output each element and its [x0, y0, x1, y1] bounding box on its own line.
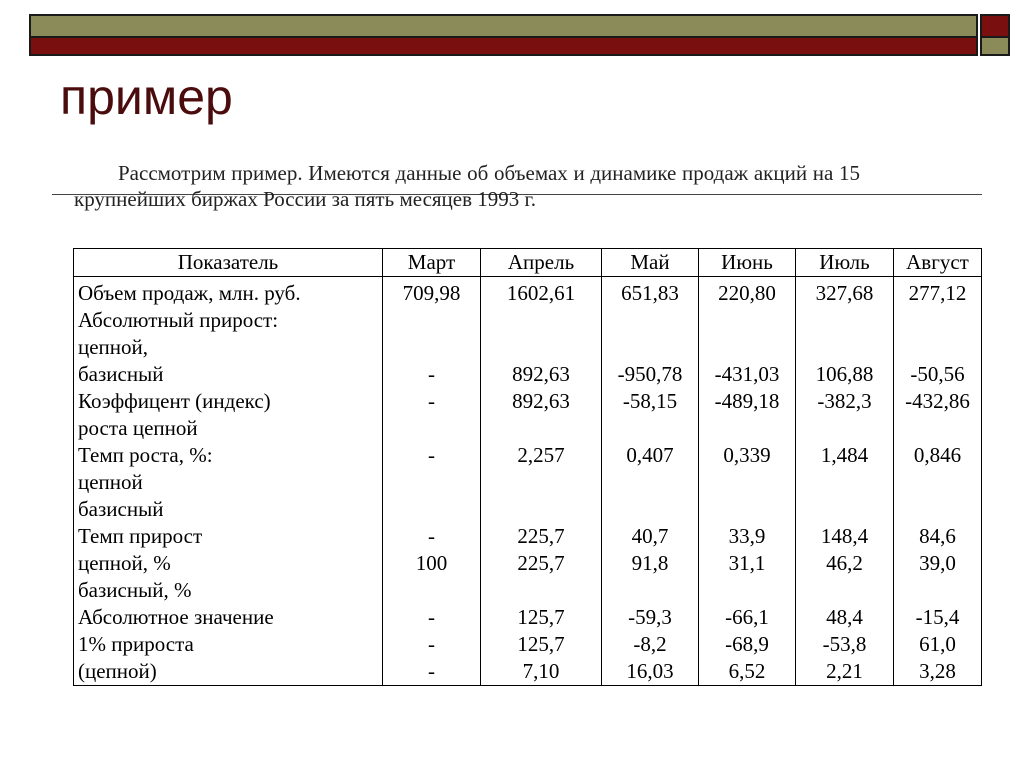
- value-cell: 40,7: [602, 523, 699, 550]
- header-decor-bar: [29, 14, 978, 56]
- value-cell: 277,12: [894, 277, 982, 308]
- value-cell: [383, 577, 481, 604]
- value-cell: [894, 415, 982, 442]
- value-cell: [796, 307, 894, 334]
- value-cell: [796, 577, 894, 604]
- value-cell: -: [383, 442, 481, 469]
- value-cell: [602, 496, 699, 523]
- value-cell: -50,56: [894, 361, 982, 388]
- table-row: [74, 277, 982, 308]
- value-cell: [699, 415, 796, 442]
- value-cell: 1,484: [796, 442, 894, 469]
- value-cell: [796, 469, 894, 496]
- value-cell: -58,15: [602, 388, 699, 415]
- header-cell: Август: [894, 249, 982, 277]
- value-cell: 125,7: [481, 631, 602, 658]
- value-cell: -15,4: [894, 604, 982, 631]
- value-cell: [602, 577, 699, 604]
- value-cell: [481, 334, 602, 361]
- row-label-cell: базисный, %: [74, 577, 383, 604]
- header-cell: Май: [602, 249, 699, 277]
- value-cell: -53,8: [796, 631, 894, 658]
- table-row: [74, 388, 982, 415]
- value-cell: 0,407: [602, 442, 699, 469]
- table-row: [74, 631, 982, 658]
- value-cell: -431,03: [699, 361, 796, 388]
- value-cell: 0,339: [699, 442, 796, 469]
- value-cell: -950,78: [602, 361, 699, 388]
- row-label-cell: 1% прироста: [74, 631, 383, 658]
- value-cell: [481, 307, 602, 334]
- value-cell: [383, 334, 481, 361]
- value-cell: 651,83: [602, 277, 699, 308]
- value-cell: -59,3: [602, 604, 699, 631]
- value-cell: 2,21: [796, 658, 894, 686]
- value-cell: 220,80: [699, 277, 796, 308]
- row-label-cell: роста цепной: [74, 415, 383, 442]
- header-cell: Показатель: [74, 249, 383, 277]
- value-cell: [383, 307, 481, 334]
- value-cell: 892,63: [481, 388, 602, 415]
- table-row: [74, 658, 982, 686]
- header-decor-end-block: [980, 14, 1010, 56]
- table-row: [74, 604, 982, 631]
- header-cell: Июнь: [699, 249, 796, 277]
- value-cell: [383, 469, 481, 496]
- header-cell: Март: [383, 249, 481, 277]
- value-cell: 84,6: [894, 523, 982, 550]
- slide-title: пример: [60, 69, 233, 125]
- table-row: [74, 361, 982, 388]
- row-label-cell: Коэффицент (индекс): [74, 388, 383, 415]
- value-cell: 709,98: [383, 277, 481, 308]
- row-label-cell: базисный: [74, 496, 383, 523]
- value-cell: 2,257: [481, 442, 602, 469]
- value-cell: -: [383, 658, 481, 686]
- value-cell: [602, 334, 699, 361]
- value-cell: 61,0: [894, 631, 982, 658]
- value-cell: 46,2: [796, 550, 894, 577]
- row-label-cell: цепной,: [74, 334, 383, 361]
- value-cell: 16,03: [602, 658, 699, 686]
- value-cell: [894, 307, 982, 334]
- value-cell: 48,4: [796, 604, 894, 631]
- value-cell: 0,846: [894, 442, 982, 469]
- value-cell: -: [383, 604, 481, 631]
- table-row: [74, 550, 982, 577]
- table-row: [74, 334, 982, 361]
- value-cell: 7,10: [481, 658, 602, 686]
- table-row: [74, 469, 982, 496]
- value-cell: 33,9: [699, 523, 796, 550]
- table-row: [74, 442, 982, 469]
- value-cell: 106,88: [796, 361, 894, 388]
- table-header-row: [74, 249, 982, 277]
- table-row: [74, 307, 982, 334]
- value-cell: 225,7: [481, 550, 602, 577]
- value-cell: [481, 496, 602, 523]
- value-cell: [894, 334, 982, 361]
- value-cell: [602, 307, 699, 334]
- table-row: [74, 496, 982, 523]
- value-cell: 31,1: [699, 550, 796, 577]
- value-cell: [383, 415, 481, 442]
- value-cell: 1602,61: [481, 277, 602, 308]
- value-cell: [699, 577, 796, 604]
- value-cell: -432,86: [894, 388, 982, 415]
- value-cell: [481, 469, 602, 496]
- value-cell: 225,7: [481, 523, 602, 550]
- value-cell: 3,28: [894, 658, 982, 686]
- row-label-cell: базисный: [74, 361, 383, 388]
- value-cell: [894, 469, 982, 496]
- table-row: [74, 415, 982, 442]
- value-cell: [699, 334, 796, 361]
- value-cell: [602, 469, 699, 496]
- value-cell: 6,52: [699, 658, 796, 686]
- row-label-cell: Абсолютное значение: [74, 604, 383, 631]
- table-row: [74, 577, 982, 604]
- value-cell: -: [383, 631, 481, 658]
- value-cell: -489,18: [699, 388, 796, 415]
- value-cell: 125,7: [481, 604, 602, 631]
- row-label-cell: Темп роста, %:: [74, 442, 383, 469]
- value-cell: [796, 415, 894, 442]
- value-cell: -382,3: [796, 388, 894, 415]
- value-cell: [796, 496, 894, 523]
- value-cell: -: [383, 361, 481, 388]
- header-cell: Июль: [796, 249, 894, 277]
- row-label-cell: Объем продаж, млн. руб.: [74, 277, 383, 308]
- value-cell: [699, 496, 796, 523]
- value-cell: [481, 577, 602, 604]
- value-cell: [894, 577, 982, 604]
- header-cell: Апрель: [481, 249, 602, 277]
- row-label-cell: Темп прирост: [74, 523, 383, 550]
- sales-table: [73, 248, 982, 686]
- value-cell: -68,9: [699, 631, 796, 658]
- value-cell: -66,1: [699, 604, 796, 631]
- value-cell: [383, 496, 481, 523]
- value-cell: [602, 415, 699, 442]
- row-label-cell: цепной, %: [74, 550, 383, 577]
- intro-paragraph: Рассмотрим пример. Имеются данные об объемах и динамике продаж акций на 15 крупнейших биржах России за пять месяцев 1993 г.: [74, 161, 860, 211]
- value-cell: 327,68: [796, 277, 894, 308]
- value-cell: 100: [383, 550, 481, 577]
- row-label-cell: Абсолютный прирост:: [74, 307, 383, 334]
- value-cell: 148,4: [796, 523, 894, 550]
- table-row: [74, 523, 982, 550]
- value-cell: [699, 469, 796, 496]
- value-cell: 892,63: [481, 361, 602, 388]
- value-cell: -: [383, 523, 481, 550]
- value-cell: 91,8: [602, 550, 699, 577]
- value-cell: -: [383, 388, 481, 415]
- value-cell: -8,2: [602, 631, 699, 658]
- value-cell: [894, 496, 982, 523]
- value-cell: [699, 307, 796, 334]
- value-cell: [481, 415, 602, 442]
- value-cell: [796, 334, 894, 361]
- row-label-cell: (цепной): [74, 658, 383, 686]
- value-cell: 39,0: [894, 550, 982, 577]
- row-label-cell: цепной: [74, 469, 383, 496]
